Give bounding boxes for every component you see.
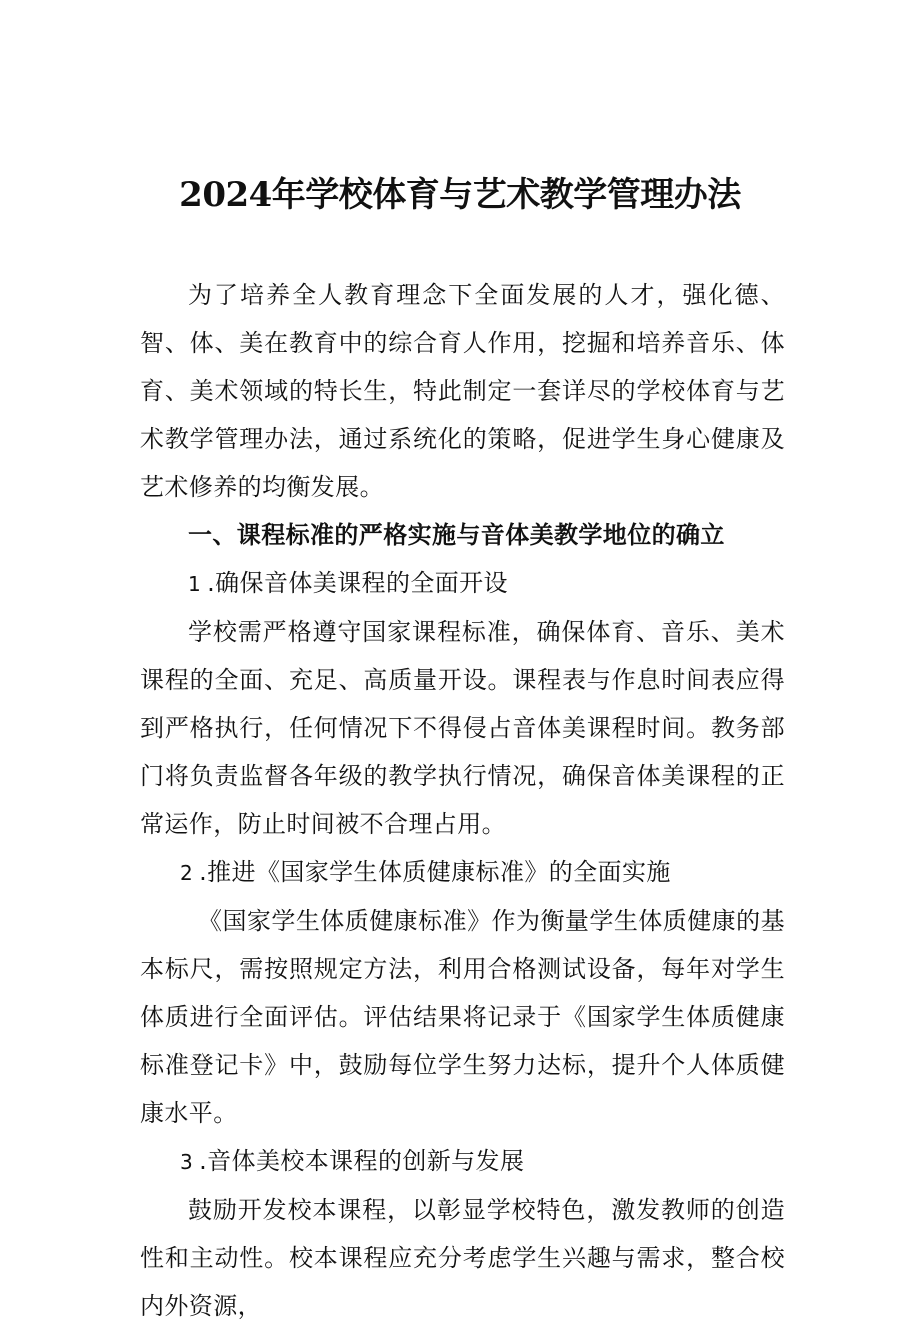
section-heading: 一、课程标准的严格实施与音体美教学地位的确立 xyxy=(188,520,725,549)
item-paragraph-3: 鼓励开发校本课程，以彰显学校特色，激发教师的创造性和主动性。校本课程应充分考虑学生兴趣与需求，整合校内外资源， xyxy=(140,1196,785,1320)
item-paragraph-2: 《国家学生体质健康标准》作为衡量学生体质健康的基本标尺，需按照规定方法，利用合格测试设备，每年对学生体质进行全面评估。评估结果将记录于《国家学生体质健康标准登记卡》中，鼓励每位学生努力达标，提升个人体质健康水平。 xyxy=(140,907,785,1127)
item-heading-1 xyxy=(140,559,785,608)
item-title: .音体美校本课程的创新与发展 xyxy=(199,1147,525,1175)
item-heading-2 xyxy=(140,848,785,897)
intro-paragraph: 为了培养全人教育理念下全面发展的人才，强化德、智、体、美在教育中的综合育人作用，挖掘和培养音乐、体育、美术领域的特长生，特此制定一套详尽的学校体育与艺术教学管理办法，通过系统化的策略，促进学生身心健康及艺术修养的均衡发展。 xyxy=(140,281,785,501)
item-title: .确保音体美课程的全面开设 xyxy=(207,569,508,597)
item-number: 3 xyxy=(180,1150,194,1174)
item-paragraph-1: 学校需严格遵守国家课程标准，确保体育、音乐、美术课程的全面、充足、高质量开设。课程表与作息时间表应得到严格执行，任何情况下不得侵占音体美课程时间。教务部门将负责监督各年级的教学执行情况，确保音体美课程的正常运作，防止时间被不合理占用。 xyxy=(140,618,785,838)
item-title: .推进《国家学生体质健康标准》的全面实施 xyxy=(199,858,671,886)
item-number: 2 xyxy=(180,861,194,885)
item-number: 1 xyxy=(188,572,202,596)
document-title: 2024年学校体育与艺术教学管理办法 xyxy=(179,175,741,215)
document-body xyxy=(140,271,785,1330)
item-heading-3 xyxy=(140,1137,785,1186)
